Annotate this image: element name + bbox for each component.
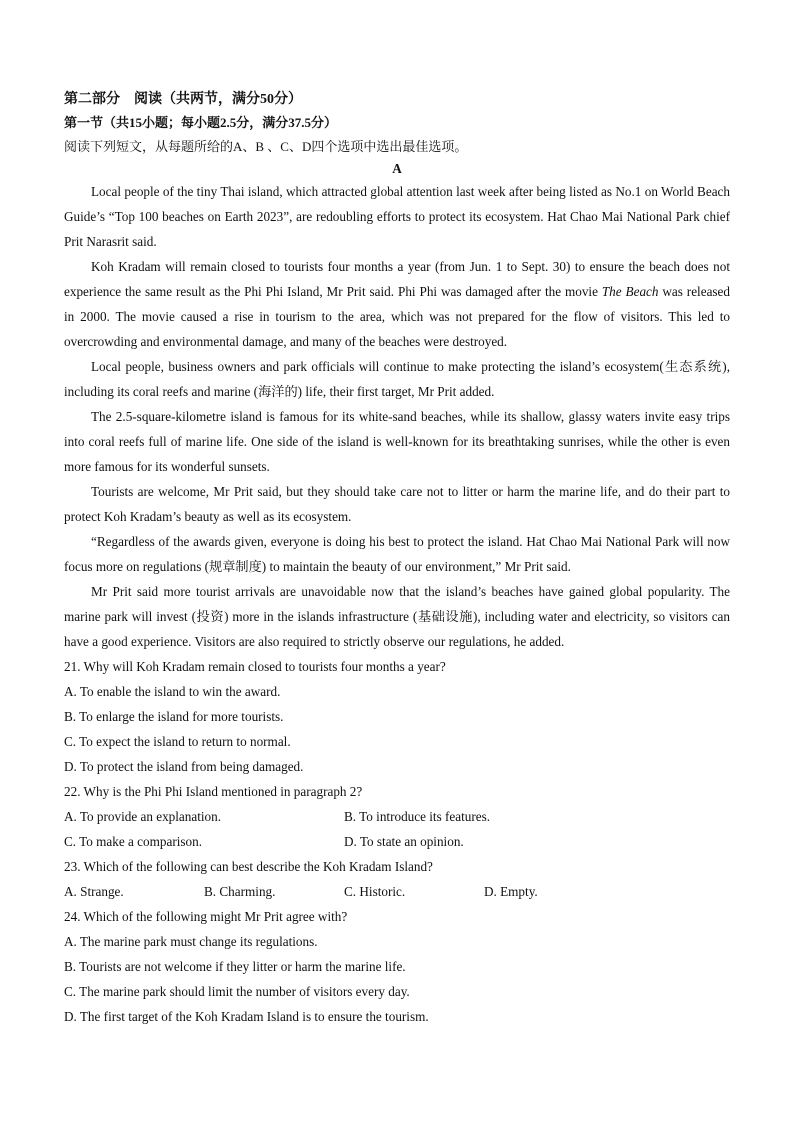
option-a: A. To provide an explanation. <box>64 809 222 824</box>
option-b: B. Charming. <box>204 884 276 899</box>
part-title: 第二部分 阅读（共两节，满分50分） <box>64 92 302 107</box>
paragraph-6: “Regardless of the awards given, everyone is doing his best to protect the island. Hat Chao Mai National Park will now focus more on regulations (规章制度) to maintain the beauty of our environment,” Mr Prit said. <box>64 534 730 574</box>
option-c: C. Historic. <box>344 884 406 899</box>
option-d: D. The first target of the Koh Kradam Island is to ensure the tourism. <box>64 1009 429 1024</box>
option-d: D. To state an opinion. <box>344 834 464 849</box>
paragraph-5: Tourists are welcome, Mr Prit said, but they should take care not to litter or harm the marine life, and do their part to protect Koh Kradam’s beauty as well as its ecosystem. <box>64 484 730 524</box>
paragraph-2-part-a: Koh Kradam will remain closed to tourists four months a year (from Jun. 1 to Sept. 30) to ensure the beach does not experience the same result as the Phi Phi Island, Mr Prit said. Phi Phi was damaged after the movie <box>64 259 730 299</box>
option-b: B. Tourists are not welcome if they litter or harm the marine life. <box>64 959 406 974</box>
question-stem: 22. Why is the Phi Phi Island mentioned in paragraph 2? <box>64 784 363 799</box>
exam-page <box>64 88 730 1029</box>
option-c: C. To make a comparison. <box>64 834 203 849</box>
option-a: A. The marine park must change its regulations. <box>64 934 318 949</box>
paragraph-7: Mr Prit said more tourist arrivals are unavoidable now that the island’s beaches have gained global popularity. The marine park will invest (投资) more in the islands infrastructure (基础设施), including water and electricity, so visitors can have a good experience. Visitors are also required to strictly observe our regulations, he added. <box>64 584 730 649</box>
option-b: B. To enlarge the island for more tourists. <box>64 709 284 724</box>
option-c: C. The marine park should limit the number of visitors every day. <box>64 984 410 999</box>
instruction: 阅读下列短文，从每题所给的A、B 、C、D四个选项中选出最佳选项。 <box>64 139 468 154</box>
option-row <box>64 804 730 829</box>
option-a: A. Strange. <box>64 884 124 899</box>
option-d: D. Empty. <box>484 884 538 899</box>
question-22 <box>64 779 730 854</box>
option-row <box>64 829 730 854</box>
option-row <box>64 879 730 904</box>
question-21 <box>64 654 730 779</box>
question-24 <box>64 904 730 1029</box>
paragraph-3: Local people, business owners and park officials will continue to make protecting the island’s ecosystem(生态系统), including its coral reefs and marine (海洋的) life, their first target, Mr Prit added. <box>64 359 730 399</box>
question-stem: 21. Why will Koh Kradam remain closed to tourists four months a year? <box>64 659 446 674</box>
question-stem: 23. Which of the following can best describe the Koh Kradam Island? <box>64 859 433 874</box>
option-b: B. To introduce its features. <box>344 809 491 824</box>
paragraph-2-part-b: was released in 2000. The movie caused a rise in tourism to the area, which was not prepared for the flow of visitors. This led to overcrowding and environmental damage, and many of the beaches were destroyed. <box>64 284 730 349</box>
passage-label: A <box>392 161 402 176</box>
section-title: 第一节（共15小题；每小题2.5分，满分37.5分） <box>64 115 338 130</box>
paragraph-2 <box>64 254 730 354</box>
question-stem: 24. Which of the following might Mr Prit agree with? <box>64 909 348 924</box>
option-c: C. To expect the island to return to normal. <box>64 734 291 749</box>
movie-title: The Beach <box>601 284 659 299</box>
paragraph-1: Local people of the tiny Thai island, which attracted global attention last week after being listed as No.1 on World Beach Guide’s “Top 100 beaches on Earth 2023”, are redoubling efforts to protect its ecosystem. Hat Chao Mai National Park chief Prit Narasrit said. <box>64 184 730 249</box>
option-d: D. To protect the island from being damaged. <box>64 759 304 774</box>
question-23 <box>64 854 730 904</box>
option-a: A. To enable the island to win the award. <box>64 684 281 699</box>
paragraph-4: The 2.5-square-kilometre island is famous for its white-sand beaches, while its shallow, glassy waters invite easy trips into coral reefs full of marine life. One side of the island is well-known for its breathtaking sunrises, while the other is even more famous for its wonderful sunsets. <box>64 409 730 474</box>
